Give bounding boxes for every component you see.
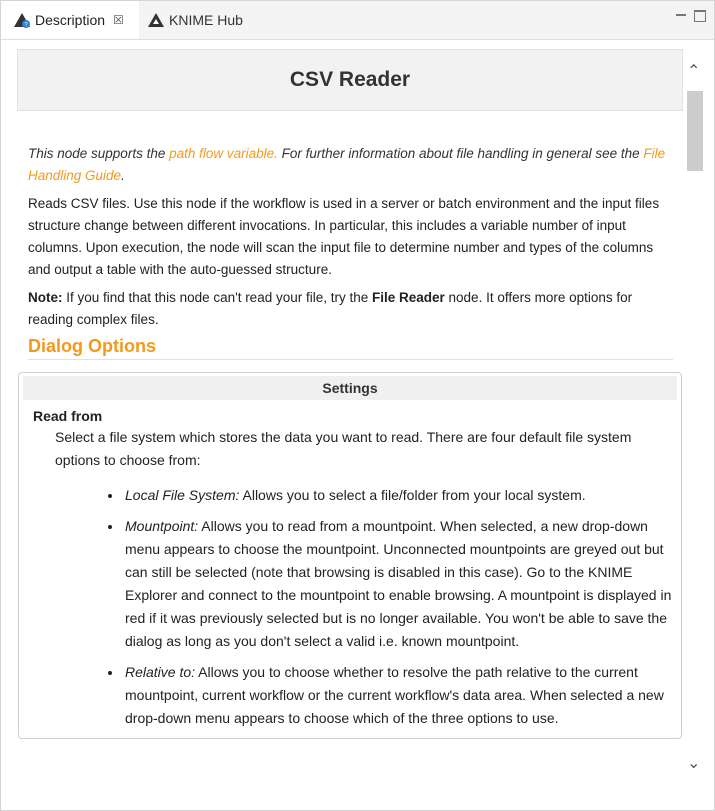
vertical-scrollbar[interactable]	[685, 61, 705, 781]
minimize-icon[interactable]	[676, 10, 686, 16]
knime-description-icon	[13, 12, 31, 28]
chevron-up-icon[interactable]: ⌃	[687, 63, 701, 80]
note-text-2: node. It offers more options for reading complex files.	[28, 290, 633, 327]
maximize-icon[interactable]	[694, 10, 706, 22]
knime-hub-icon	[147, 12, 165, 28]
intro-text-2: For further information about file handling in general see the	[277, 146, 644, 161]
tab-bar	[1, 1, 714, 40]
option-text: Allows you to read from a mountpoint. When selected, a new drop-down menu appears to choose the mountpoint. Unconnected mountpoints are greyed out but can still be selected (note that browsing is disabled in this case). Go to the KNIME Explorer and connect to the mountpoint to enable browsing. A mountpoint is displayed in red if it was previously selected but is no longer available. You won't be able to save the dialog as long as you don't select a valid i.e. known mountpoint.	[125, 518, 672, 649]
settings-section	[18, 372, 682, 739]
note-text-1: If you find that this node can't read your file, try the	[62, 290, 372, 305]
list-item	[123, 661, 677, 730]
read-from-label: Read from	[33, 408, 103, 424]
option-label: Mountpoint:	[125, 518, 199, 534]
path-flow-variable-link[interactable]: path flow variable.	[169, 146, 278, 161]
description-content	[17, 49, 683, 806]
tab-knime-hub[interactable]	[143, 1, 243, 39]
list-item	[123, 484, 677, 507]
file-system-options	[23, 484, 677, 730]
option-label: Local File System:	[125, 487, 240, 503]
chevron-down-icon[interactable]: ⌄	[687, 755, 701, 772]
option-text: Allows you to choose whether to resolve the path relative to the current mountpoint, current workflow or the current workflow's data area. When selected a new drop-down menu appears to choose which of the three options to use.	[125, 664, 664, 726]
tab-description-label: Description	[35, 12, 106, 28]
node-title: CSV Reader	[17, 49, 683, 111]
node-description: Reads CSV files. Use this node if the workflow is used in a server or batch environment and the input files structure change between different invocations. In particular, this includes a variable number of input columns. Upon execution, the node will scan the input file to determine number and types of the columns and output a table with the auto-guessed structure.	[28, 196, 660, 277]
note-paragraph	[28, 287, 673, 331]
path-flow-note	[28, 143, 673, 187]
settings-title: Settings	[23, 376, 677, 400]
option-text: Allows you to select a file/folder from your local system.	[239, 487, 586, 503]
read-from-description: Select a file system which stores the data you want to read. There are four default file system options to choose from:	[55, 429, 632, 468]
tab-description[interactable]	[1, 1, 139, 39]
list-item	[123, 515, 677, 653]
close-icon[interactable]: ☒	[113, 13, 124, 27]
note-label: Note:	[28, 290, 63, 305]
intro-text-3: .	[121, 168, 125, 183]
option-label: Relative to:	[125, 664, 196, 680]
intro-text-1: This node supports the	[28, 146, 170, 161]
file-handling-guide-link[interactable]: File Handling Guide	[28, 146, 666, 183]
file-reader-ref: File Reader	[372, 290, 445, 305]
svg-text:?: ?	[24, 22, 28, 28]
scrollbar-thumb[interactable]	[687, 91, 703, 171]
dialog-options-heading: Dialog Options	[28, 335, 673, 360]
tab-knime-hub-label: KNIME Hub	[169, 12, 243, 28]
